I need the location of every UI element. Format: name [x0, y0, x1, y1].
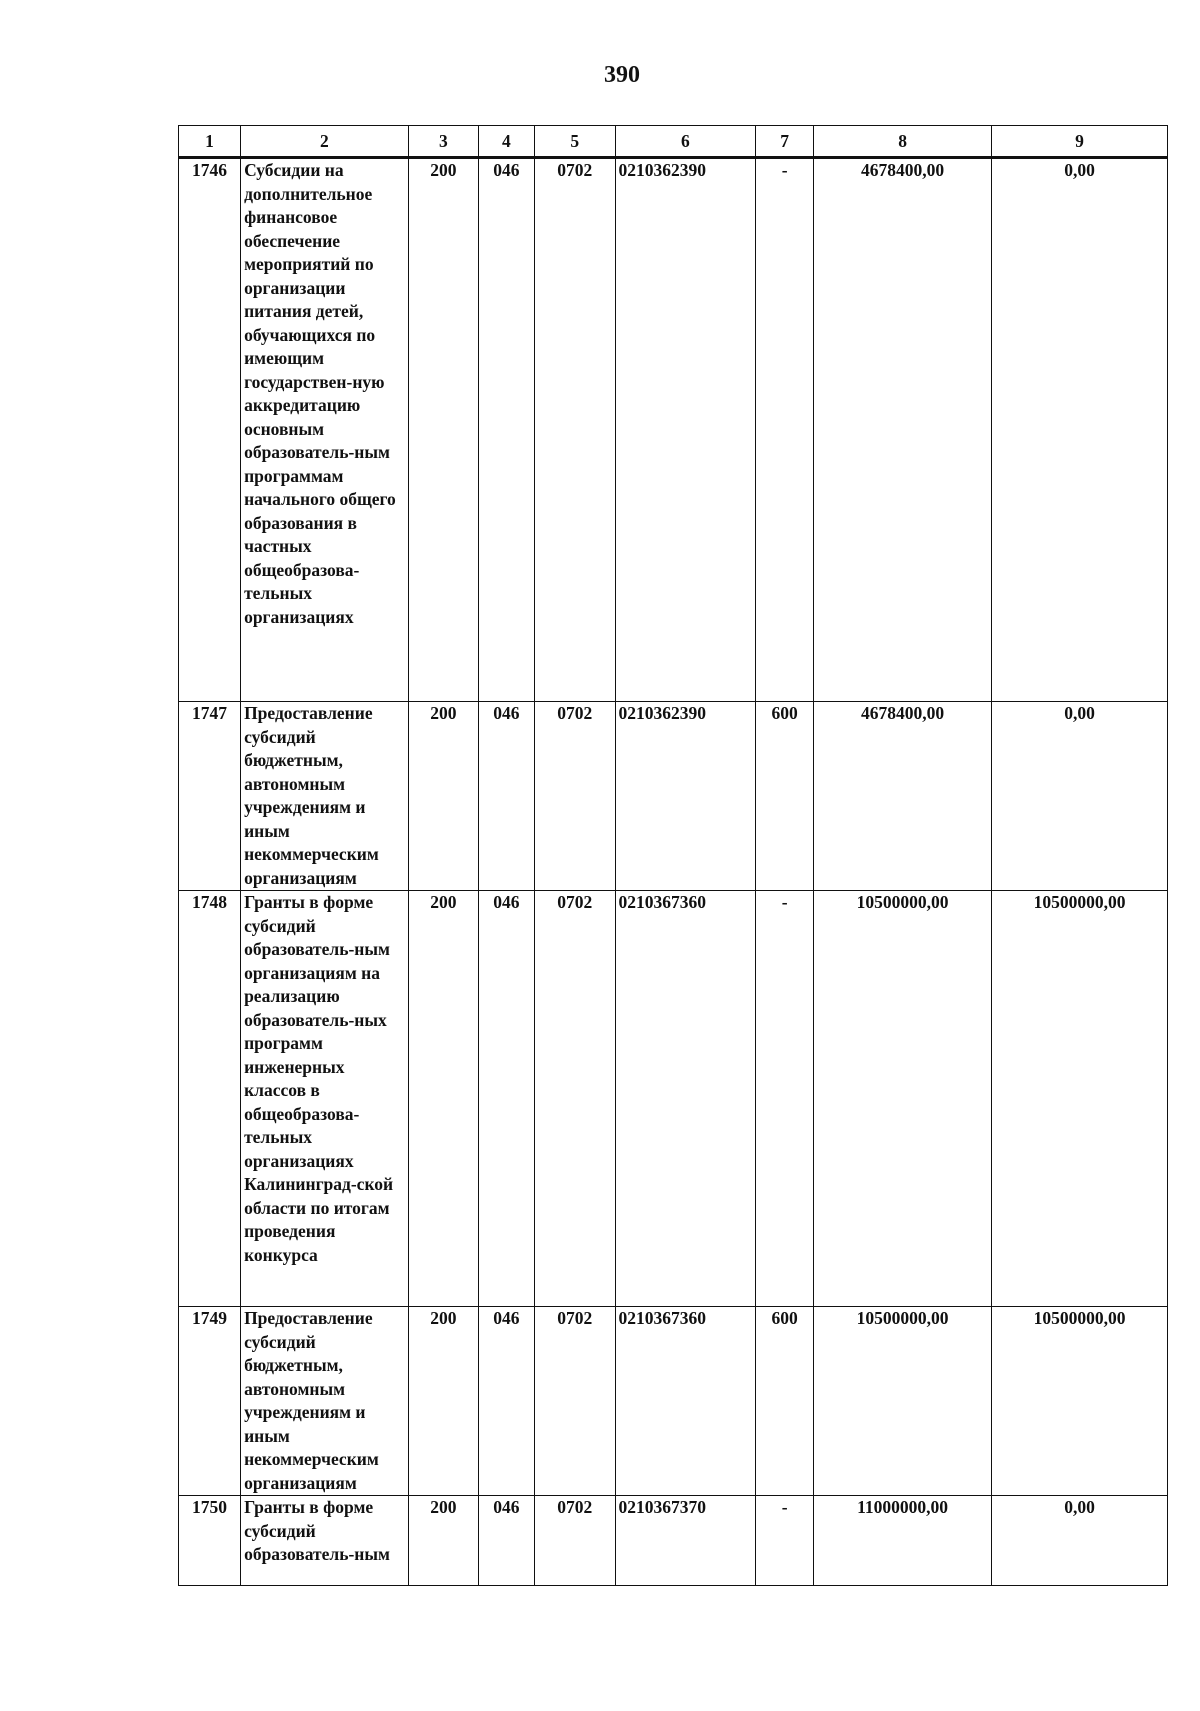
cell-col-3: 200	[408, 1496, 478, 1586]
cell-col-5: 0702	[534, 1496, 615, 1586]
row-number: 1746	[179, 158, 241, 702]
header-col-5: 5	[534, 126, 615, 158]
cell-col-8: 10500000,00	[814, 891, 992, 1307]
cell-col-5: 0702	[534, 702, 615, 891]
header-col-2: 2	[241, 126, 409, 158]
row-name: Предоставление субсидий бюджетным, автономным учреждениям и иным некоммерческим организациям	[241, 702, 409, 891]
header-col-9: 9	[992, 126, 1168, 158]
header-col-6: 6	[615, 126, 756, 158]
table-row	[179, 158, 1168, 702]
table-row	[179, 891, 1168, 1307]
cell-col-9: 10500000,00	[992, 1307, 1168, 1496]
cell-col-4: 046	[478, 891, 534, 1307]
cell-col-3: 200	[408, 1307, 478, 1496]
cell-col-4: 046	[478, 702, 534, 891]
cell-col-5: 0702	[534, 158, 615, 702]
cell-col-7: -	[756, 1496, 814, 1586]
cell-col-9: 0,00	[992, 158, 1168, 702]
cell-col-7: 600	[756, 1307, 814, 1496]
cell-col-9: 0,00	[992, 702, 1168, 891]
row-name: Предоставление субсидий бюджетным, автономным учреждениям и иным некоммерческим организациям	[241, 1307, 409, 1496]
header-col-1: 1	[179, 126, 241, 158]
header-col-8: 8	[814, 126, 992, 158]
cell-col-3: 200	[408, 891, 478, 1307]
cell-col-6: 0210367360	[615, 1307, 756, 1496]
cell-col-3: 200	[408, 158, 478, 702]
cell-col-8: 11000000,00	[814, 1496, 992, 1586]
cell-col-9: 0,00	[992, 1496, 1168, 1586]
cell-col-6: 0210367370	[615, 1496, 756, 1586]
cell-col-8: 4678400,00	[814, 702, 992, 891]
cell-col-7: 600	[756, 702, 814, 891]
row-name: Гранты в форме субсидий образователь-ным	[241, 1496, 409, 1586]
table-row	[179, 1307, 1168, 1496]
cell-col-4: 046	[478, 158, 534, 702]
cell-col-3: 200	[408, 702, 478, 891]
cell-col-6: 0210367360	[615, 891, 756, 1307]
cell-col-7: -	[756, 891, 814, 1307]
cell-col-4: 046	[478, 1496, 534, 1586]
row-number: 1750	[179, 1496, 241, 1586]
row-number: 1749	[179, 1307, 241, 1496]
cell-col-8: 10500000,00	[814, 1307, 992, 1496]
cell-col-6: 0210362390	[615, 158, 756, 702]
budget-table	[178, 125, 1168, 1586]
row-number: 1748	[179, 891, 241, 1307]
cell-col-7: -	[756, 158, 814, 702]
header-col-7: 7	[756, 126, 814, 158]
cell-col-5: 0702	[534, 1307, 615, 1496]
cell-col-8: 4678400,00	[814, 158, 992, 702]
row-name: Гранты в форме субсидий образователь-ным организациям на реализацию образователь-ных программ инженерных классов в общеобразова-тельных организациях Калининград-ской области по итогам проведения конкурса	[241, 891, 409, 1307]
page-number: 390	[604, 62, 640, 88]
header-col-4: 4	[478, 126, 534, 158]
cell-col-4: 046	[478, 1307, 534, 1496]
table-header-row	[179, 126, 1168, 158]
cell-col-9: 10500000,00	[992, 891, 1168, 1307]
cell-col-5: 0702	[534, 891, 615, 1307]
cell-col-6: 0210362390	[615, 702, 756, 891]
table-row	[179, 702, 1168, 891]
row-number: 1747	[179, 702, 241, 891]
header-col-3: 3	[408, 126, 478, 158]
row-name: Субсидии на дополнительное финансовое обеспечение мероприятий по организации питания детей, обучающихся по имеющим государствен-ную аккредитацию основным образователь-ным программам начального общего образования в частных общеобразова-тельных организациях	[241, 158, 409, 702]
table-row	[179, 1496, 1168, 1586]
